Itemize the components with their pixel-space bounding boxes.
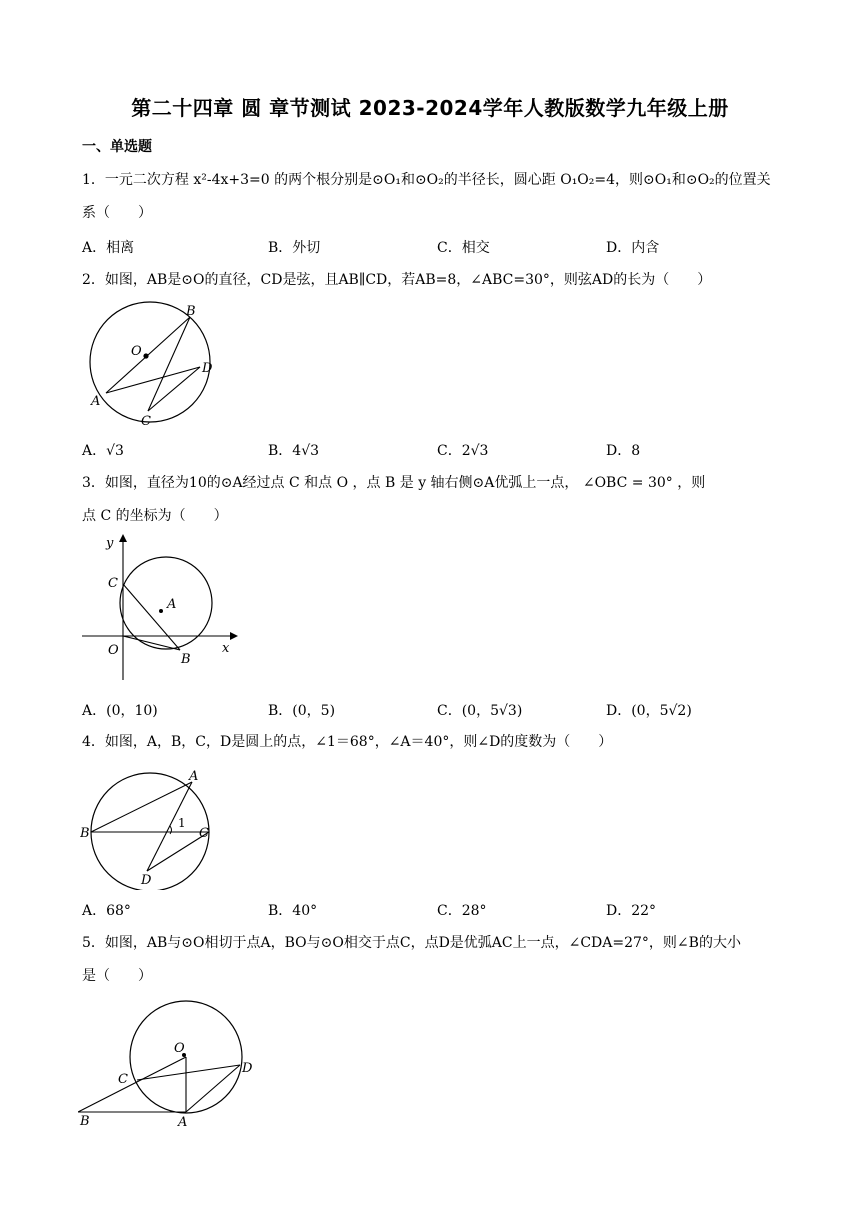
q3-chord-cb [123, 584, 180, 650]
q2-figure [82, 300, 222, 430]
q3-figure [82, 532, 242, 682]
section-heading: 一、单选题 [82, 139, 152, 155]
q3-stem-line1: 3．如图，直径为10的⊙A经过点 C 和点 O ，点 B 是 y 轴右侧⊙A优弧上一点， ∠OBC = 30° ，则 [82, 475, 706, 491]
q4-chord-ba [91, 782, 192, 832]
q3-x-arrow-icon [230, 632, 238, 640]
q4-option-a: A．68° [82, 903, 131, 919]
q1-stem-line2: 系（ ） [82, 205, 152, 221]
q3-label-x: x [222, 641, 230, 656]
q3-stem-line2: 点 C 的坐标为（ ） [82, 508, 228, 524]
q5-label-a: A [178, 1115, 188, 1130]
q3-options [82, 700, 782, 720]
q1-options [82, 237, 782, 257]
q3-label-b: B [181, 652, 191, 667]
q3-option-a: A．(0，10) [82, 703, 158, 719]
q5-stem-line2: 是（ ） [82, 968, 152, 984]
q4-stem-line1: 4．如图，A，B，C，D是圆上的点，∠1＝68°，∠A＝40°，则∠D的度数为（ ） [82, 734, 613, 750]
q5-label-c: C [118, 1072, 128, 1087]
q4-label-c: C [199, 826, 209, 841]
q5-figure [78, 995, 268, 1130]
q3-label-c: C [108, 576, 118, 591]
q1-option-b: B．外切 [268, 240, 321, 256]
q1-option-a: A．相离 [82, 240, 135, 256]
q2-circle [90, 302, 210, 422]
q3-label-o: O [108, 643, 119, 658]
q2-options [82, 440, 782, 460]
q3-option-b: B．(0，5) [268, 703, 336, 719]
q4-options [82, 900, 782, 920]
q2-stem-line1: 2．如图，AB是⊙O的直径，CD是弦，且AB∥CD，若AB=8，∠ABC=30°，则弦AD的长为（ ） [82, 272, 712, 288]
q2-label-d: D [202, 361, 213, 376]
q3-circle [120, 557, 212, 649]
q3-option-c: C．(0，5√3) [437, 703, 523, 719]
q4-angle-arc [170, 826, 172, 834]
q3-option-d: D．(0，5√2) [606, 703, 692, 719]
page-title: 第二十四章 圆 章节测试 2023-2024学年人教版数学九年级上册 [131, 96, 729, 120]
q1-stem-line1: 1．一元二次方程 x²-4x+3=0 的两个根分别是⊙O₁和⊙O₂的半径长，圆心距 O₁O₂=4，则⊙O₁和⊙O₂的位置关 [82, 172, 771, 188]
q5-label-o: O [174, 1041, 185, 1056]
q2-label-o: O [131, 344, 142, 359]
q5-line-bo [78, 1057, 186, 1112]
q1-option-d: D．内含 [606, 240, 660, 256]
q3-label-y: y [106, 536, 114, 551]
q4-option-c: C．28° [437, 903, 487, 919]
q2-option-b: B．4√3 [268, 443, 320, 459]
q5-stem-line1: 5．如图，AB与⊙O相切于点A，BO与⊙O相交于点C，点D是优弧AC上一点，∠CDA=27°，则∠B的大小 [82, 935, 741, 951]
q2-label-c: C [141, 414, 151, 429]
q4-label-d: D [141, 873, 152, 888]
q2-chord-bc [148, 317, 190, 411]
q1-option-c: C．相交 [437, 240, 490, 256]
q4-option-d: D．22° [606, 903, 657, 919]
q3-y-arrow-icon [119, 534, 127, 542]
q2-option-a: A．√3 [82, 443, 124, 459]
q2-label-b: B [186, 304, 196, 319]
q4-label-a: A [189, 769, 199, 784]
q4-label-angle-1: 1 [178, 816, 186, 830]
q2-label-a: A [91, 394, 101, 409]
q5-label-b: B [80, 1114, 90, 1129]
q4-figure [80, 760, 220, 890]
q3-chord-ob [123, 636, 180, 650]
q5-label-d: D [242, 1061, 253, 1076]
q2-center-dot [143, 353, 148, 358]
q4-option-b: B．40° [268, 903, 318, 919]
q4-label-b: B [80, 826, 90, 841]
q3-label-a: A [167, 597, 177, 612]
q3-center-dot [159, 609, 163, 613]
q2-option-c: C．2√3 [437, 443, 489, 459]
q2-option-d: D．8 [606, 443, 641, 459]
